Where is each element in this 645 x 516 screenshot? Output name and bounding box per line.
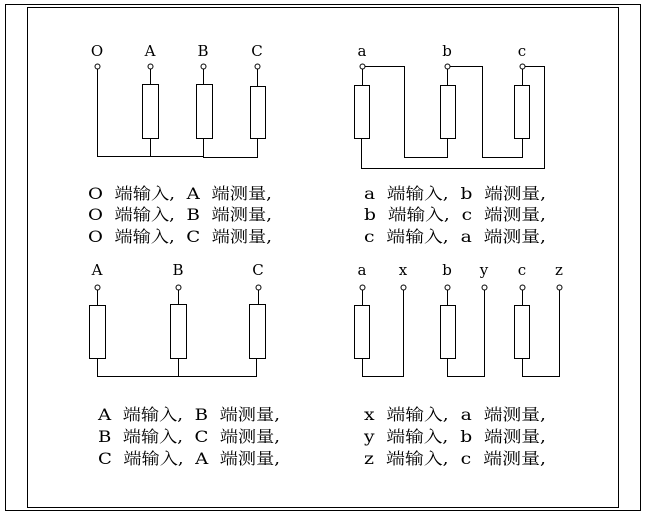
terminal-label-B: B [172,261,184,279]
terminal-label-z: z [555,261,563,279]
panel-top-left [88,42,272,246]
instruction-line: O 端输入, B 端测量, [88,205,272,224]
terminal-label-a: a [357,42,367,60]
terminal-c [520,285,525,290]
terminal-label-A: A [144,42,156,60]
winding-b [441,86,456,139]
winding-c [515,86,530,139]
terminal-a [360,285,365,290]
terminal-label-C: C [251,42,263,60]
panel-top-right [355,42,547,246]
instruction-line: b 端输入, c 端测量, [364,205,546,224]
winding-C [251,87,266,139]
instruction-line: B 端输入, C 端测量, [98,427,280,446]
instruction-line: A 端输入, B 端测量, [96,405,280,424]
terminal-A [95,285,100,290]
terminal-label-B: B [197,42,209,60]
terminal-label-b: b [442,261,452,279]
winding-A [90,306,106,359]
panel-bottom-left [90,261,281,468]
terminal-label-x: x [398,261,408,279]
winding-a [355,306,370,359]
terminal-label-A: A [91,261,103,279]
terminal-y [482,285,487,290]
panel-bottom-right [355,261,564,468]
winding-B [171,305,187,359]
terminal-B [176,285,181,290]
instruction-line: C 端输入, A 端测量, [98,449,280,468]
terminal-label-c: c [517,261,527,279]
terminal-label-C: C [252,261,264,279]
terminal-b [445,64,450,69]
terminal-label-O: O [90,42,104,60]
terminal-C [255,64,260,69]
instruction-line: y 端输入, b 端测量, [362,427,546,446]
instruction-line: O 端输入, C 端测量, [88,227,272,246]
wiring [98,69,258,158]
instruction-line: z 端输入, c 端测量, [364,449,546,468]
terminal-B [201,64,206,69]
instruction-line: O 端输入, A 端测量, [88,184,272,203]
instruction-line: a 端输入, b 端测量, [364,184,546,203]
winding-C [250,305,266,359]
terminal-a [360,64,365,69]
terminal-c [520,64,525,69]
winding-B [197,85,213,139]
terminal-C [256,285,261,290]
terminal-A [148,64,153,69]
terminal-label-c: c [517,42,527,60]
instruction-line: c 端输入, a 端测量, [364,227,546,246]
winding-c [515,306,530,359]
terminal-z [557,285,562,290]
terminal-label-a: a [357,261,367,279]
terminal-O [95,64,100,69]
terminal-label-b: b [442,42,452,60]
terminal-b [445,285,450,290]
winding-b [441,306,456,359]
winding-a [355,86,370,139]
terminal-label-y: y [479,261,489,279]
instruction-line: x 端输入, a 端测量, [364,405,546,424]
winding-A [143,85,159,139]
terminal-x [401,285,406,290]
